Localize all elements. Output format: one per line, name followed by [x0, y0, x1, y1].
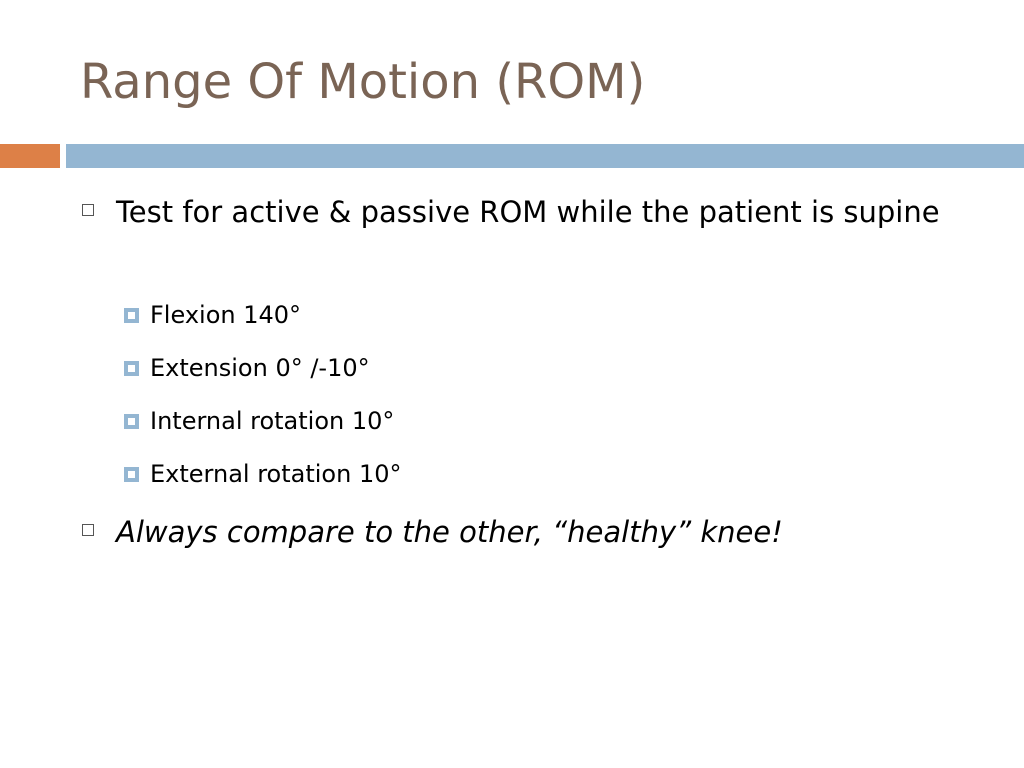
hollow-square-bullet-icon	[82, 204, 94, 216]
bullet-text: Test for active & passive ROM while the patient is supine	[116, 195, 940, 229]
filled-square-bullet-icon	[124, 467, 139, 482]
slide-title: Range Of Motion (ROM)	[80, 54, 646, 110]
filled-square-bullet-icon	[124, 414, 139, 429]
accent-bar-orange	[0, 144, 60, 168]
sub-bullet-text: Internal rotation 10°	[150, 407, 395, 435]
bullet-text: Always compare to the other, “healthy” knee!	[116, 515, 783, 549]
sub-bullet-text: External rotation 10°	[150, 460, 402, 488]
filled-square-bullet-icon	[124, 361, 139, 376]
sub-bullet-text: Extension 0° /-10°	[150, 354, 370, 382]
sub-bullet-text: Flexion 140°	[150, 301, 302, 329]
filled-square-bullet-icon	[124, 308, 139, 323]
accent-bar-blue	[66, 144, 1024, 168]
hollow-square-bullet-icon	[82, 524, 94, 536]
